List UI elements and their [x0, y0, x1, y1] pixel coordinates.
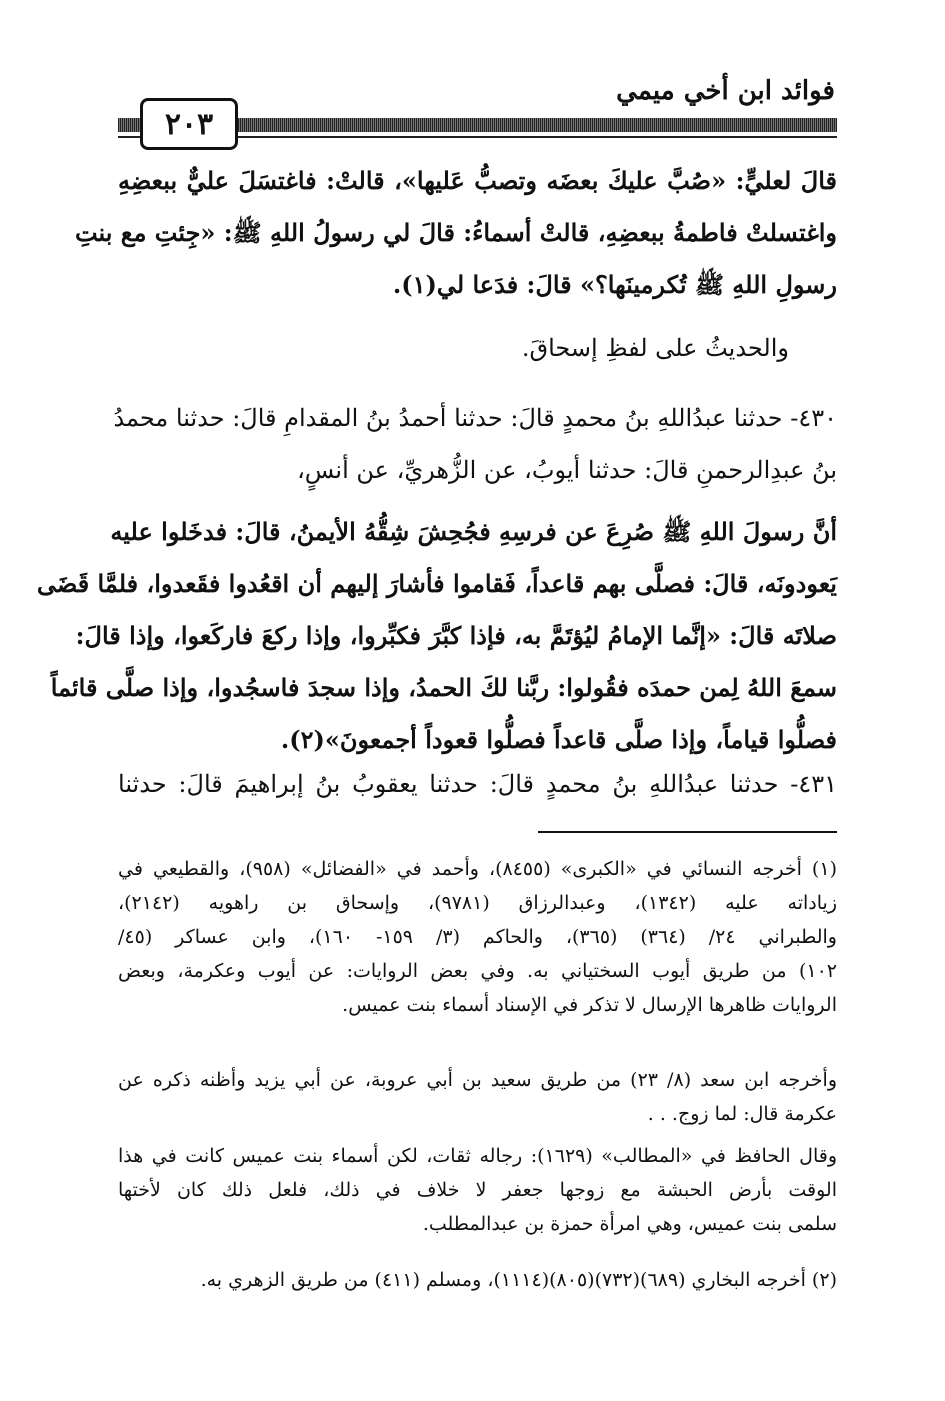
- footnote-line: (١) أخرجه النسائي في «الكبرى» (٨٤٥٥)، وأحمد في «الفضائل» (٩٥٨)، والقطيعي في: [118, 858, 837, 880]
- footnote-line: والطبراني ٢٤/ (٣٦٤) (٣٦٥)، والحاكم (٣/ ١٥٩- ١٦٠)، وابن عساكر (٤٥/: [118, 926, 837, 948]
- page-number-box: [140, 98, 238, 150]
- text-line: ٤٣٠- حدثنا عبدُاللهِ بنُ محمدٍ قالَ: حدثنا أحمدُ بنُ المقدامِ قالَ: حدثنا محمدُ: [113, 404, 837, 432]
- hadith-430-matn: [36, 506, 837, 766]
- text-line: قالَ لعليٍّ: «صُبَّ عليكَ بعضَه وتصبُّ عَليها»، قالتْ: فاغتسَلَ عليٌّ ببعضِهِ: [118, 166, 837, 195]
- text-line: رسولِ اللهِ ﷺ تُكرمينَها؟» قالَ: فدَعا لي(١).: [392, 270, 837, 299]
- footnote-1-hafiz-note: [118, 1139, 837, 1241]
- paragraph-2: [118, 322, 837, 374]
- text-line: أنَّ رسولَ اللهِ ﷺ صُرِعَ عن فرسِهِ فجُحِشَ شِقُّهُ الأيمنُ، قالَ: فدخَلوا عليه: [110, 517, 837, 546]
- footnote-line: (٢) أخرجه البخاري (٦٨٩)(٧٣٢)(٨٠٥)(١١١٤)، ومسلم (٤١١) من طريق الزهري به.: [200, 1269, 837, 1291]
- footnote-separator: [538, 831, 837, 833]
- footnote-line: الروايات ظاهرها الإرسال لا تذكر في الإسناد أسماء بنت عميس.: [342, 994, 837, 1016]
- running-title: فوائد ابن أخي ميمي: [616, 76, 835, 106]
- hadith-431-isnad: [118, 758, 837, 810]
- page-number: ٢٠٣: [164, 106, 214, 142]
- text-line: واغتسلتْ فاطمةُ ببعضِهِ، قالتْ أسماءُ: قالَ لي رسولُ اللهِ ﷺ: «جِئتِ مع بنتِ: [74, 218, 837, 247]
- footnote-line: ١٠٢) من طريق أيوب السختياني به. وفي بعض الروايات: عن أيوب وعكرمة، وبعض: [118, 960, 837, 982]
- footnote-line: وقال الحافظ في «المطالب» (١٦٢٩): رجاله ثقات، لكن أسماء بنت عميس كانت في هذا: [118, 1145, 838, 1167]
- text-line: يَعودونَه، قالَ: فصلَّى بهم قاعداً، فَقاموا فأشارَ إليهم أن اقعُدوا فقَعدوا، فلمَّا قَضَى: [36, 569, 837, 598]
- footnote-2: [118, 1263, 837, 1297]
- footnote-line: وأخرجه ابن سعد (٨/ ٢٣) من طريق سعيد بن أبي عروبة، عن أبي يزيد وأظنه ذكره عن: [118, 1069, 837, 1091]
- footnote-line: عكرمة قال: لما زوج. . .: [647, 1103, 837, 1125]
- footnote-1-continued: [118, 1063, 837, 1131]
- footnote-line: زياداته عليه (١٣٤٢)، وعبدالرزاق (٩٧٨١)، وإسحاق بن راهويه (٢١٤٢)،: [118, 892, 837, 914]
- footnote-1: [118, 852, 837, 1022]
- text-line: سمعَ اللهُ لِمن حمدَه فقُولوا: ربَّنا لكَ الحمدُ، وإذا سجدَ فاسجُدوا، وإذا صلَّى قائماً: [50, 673, 837, 702]
- paragraph-1: [74, 155, 837, 311]
- footnote-line: الوقت بأرض الحبشة مع زوجها جعفر لا خلاف في ذلك، فلعل ذلك كان لأختها: [118, 1179, 837, 1201]
- text-line: ٤٣١- حدثنا عبدُاللهِ بنُ محمدٍ قالَ: حدثنا يعقوبُ بنُ إبراهيمَ قالَ: حدثنا: [118, 770, 837, 798]
- text-line: والحديثُ على لفظِ إسحاقَ.: [521, 334, 789, 362]
- text-line: بنُ عبدِالرحمنِ قالَ: حدثنا أيوبُ، عن الزُّهريِّ، عن أنسٍ،: [297, 456, 837, 484]
- footnote-line: سلمى بنت عميس، وهي امرأة حمزة بن عبدالمطلب.: [422, 1213, 837, 1235]
- hadith-430-isnad: [113, 392, 837, 496]
- text-line: فصلُّوا قياماً، وإذا صلَّى قاعداً فصلُّوا قعوداً أجمعونَ»(٢).: [280, 725, 837, 754]
- text-line: صلاتَه قالَ: «إنَّما الإمامُ ليُؤتَمَّ به، فإذا كبَّرَ فكبِّروا، وإذا ركعَ فاركَعوا، وإذا قالَ:: [75, 621, 837, 650]
